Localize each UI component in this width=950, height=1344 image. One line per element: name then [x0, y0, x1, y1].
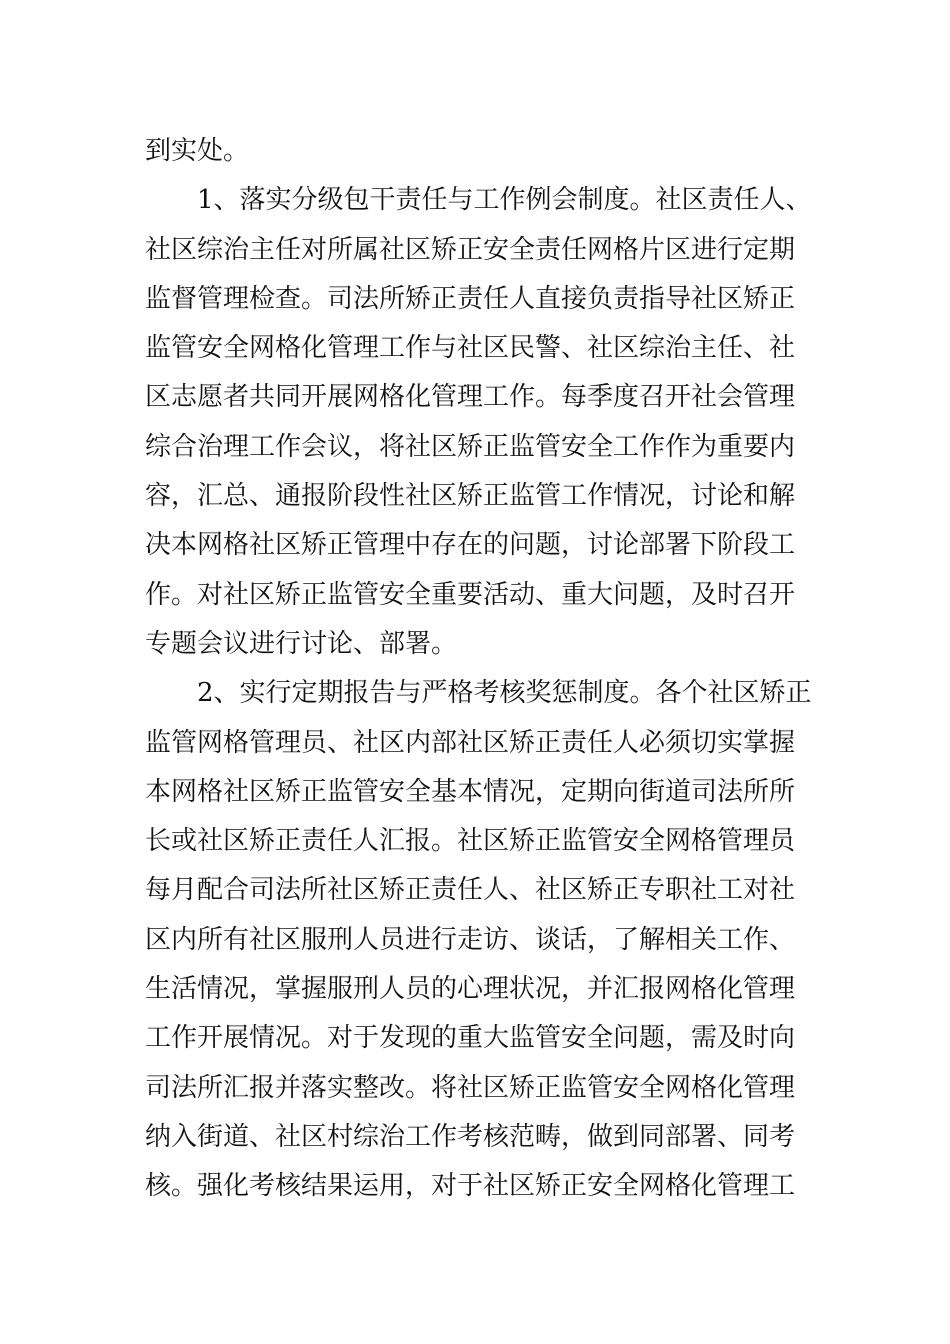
text-line: 作。对社区矫正监管安全重要活动、重大问题，及时召开	[145, 579, 796, 610]
text-line: 核。强化考核结果运用，对于社区矫正安全网格化管理工	[145, 1171, 796, 1202]
text-line: 区志愿者共同开展网格化管理工作。每季度召开社会管理	[145, 382, 796, 413]
text-line: 专题会议进行讨论、部署。	[145, 628, 458, 659]
text-line: 社区综治主任对所属社区矫正安全责任网格片区进行定期	[145, 234, 796, 265]
text-line: 长或社区矫正责任人汇报。社区矫正监管安全网格管理员	[145, 826, 796, 857]
text-line: 生活情况，掌握服刑人员的心理状况，并汇报网格化管理	[145, 974, 796, 1005]
text-line: 监管安全网格化管理工作与社区民警、社区综治主任、社	[145, 333, 796, 364]
text-line: 每月配合司法所社区矫正责任人、社区矫正专职社工对社	[145, 875, 796, 906]
text-line: 到实处。	[145, 136, 250, 166]
text-line: 纳入街道、社区村综治工作考核范畴，做到同部署、同考	[145, 1121, 796, 1152]
text-line: 决本网格社区矫正管理中存在的问题，讨论部署下阶段工	[145, 530, 796, 561]
text-line: 司法所汇报并落实整改。将社区矫正监管安全网格化管理	[145, 1072, 796, 1103]
text-line: 工作开展情况。对于发现的重大监管安全问题，需及时向	[145, 1023, 796, 1054]
text-line: 综合治理工作会议，将社区矫正监管安全工作作为重要内	[145, 431, 796, 462]
text-line: 2、实行定期报告与严格考核奖惩制度。各个社区矫正	[197, 678, 812, 709]
text-line: 监督管理检查。司法所矫正责任人直接负责指导社区矫正	[145, 283, 796, 314]
text-line: 监管网格管理员、社区内部社区矫正责任人必须切实掌握	[145, 727, 796, 758]
document-body	[145, 127, 810, 1212]
text-line: 区内所有社区服刑人员进行走访、谈话，了解相关工作、	[145, 924, 796, 955]
text-line: 本网格社区矫正监管安全基本情况，定期向街道司法所所	[145, 776, 796, 807]
text-line: 容，汇总、通报阶段性社区矫正监管工作情况，讨论和解	[145, 481, 796, 512]
text-line: 1、落实分级包干责任与工作例会制度。社区责任人、	[197, 185, 812, 216]
